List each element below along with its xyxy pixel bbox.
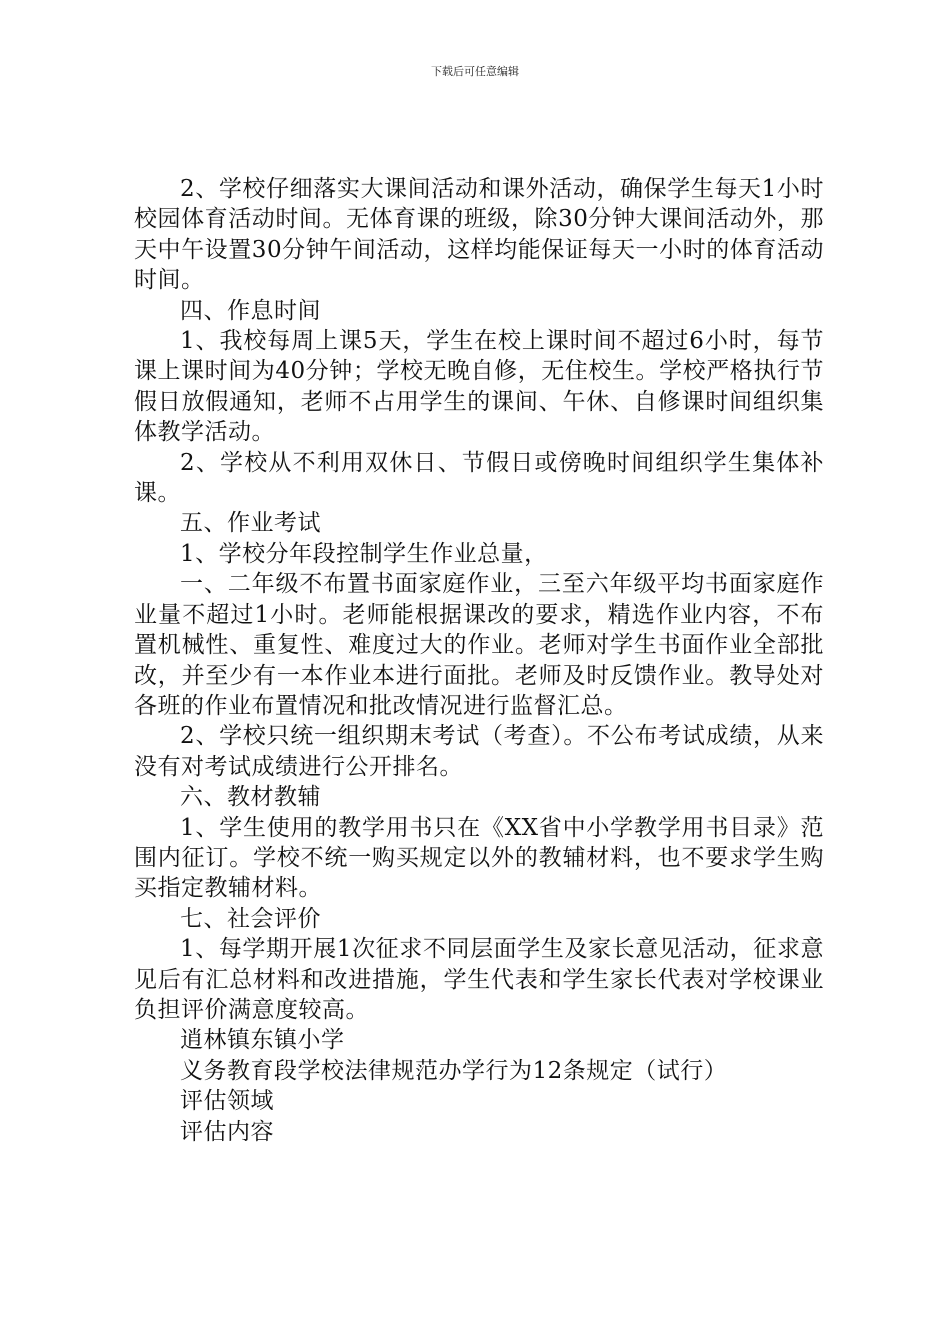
page-header-note: 下载后可任意编辑 bbox=[431, 65, 519, 78]
paragraph-homework-control: 1、学校分年段控制学生作业总量， bbox=[180, 540, 548, 567]
paragraph-no-extra-classes: 2、学校从不利用双休日、节假日或傍晚时间组织学生集体补课。 bbox=[134, 449, 824, 507]
regulation-title: 义务教育段学校法律规范办学行为12条规定（试行） bbox=[180, 1057, 728, 1084]
section-heading-homework-exams: 五、作业考试 bbox=[180, 510, 321, 537]
paragraph-class-hours: 1、我校每周上课5天，学生在校上课时间不超过6小时，每节课上课时间为40分钟；学校无晚自修，无住校生。学校严格执行节假日放假通知，老师不占用学生的课间、午休、自修课时间组织集体教学活动。 bbox=[134, 328, 824, 446]
section-heading-textbooks: 六、教材教辅 bbox=[180, 784, 321, 811]
paragraph-homework-details: 一、二年级不布置书面家庭作业，三至六年级平均书面家庭作业量不超过1小时。老师能根据课改的要求，精选作业内容，不布置机械性、重复性、难度过大的作业。老师对学生书面作业全部批改，并至少有一本作业本进行面批。老师及时反馈作业。教导处对各班的作业布置情况和批改情况进行监督汇总。 bbox=[134, 571, 824, 719]
evaluation-area-label: 评估领域 bbox=[180, 1088, 274, 1115]
paragraph-textbooks: 1、学生使用的教学用书只在《XX省中小学教学用书目录》范围内征订。学校不统一购买规定以外的教辅材料，也不要求学生购买指定教辅材料。 bbox=[134, 814, 824, 902]
paragraph-social-evaluation: 1、每学期开展1次征求不同层面学生及家长意见活动，征求意见后有汇总材料和改进措施，学生代表和学生家长代表对学校课业负担评价满意度较高。 bbox=[134, 936, 824, 1023]
paragraph-activity-time: 2、学校仔细落实大课间活动和课外活动，确保学生每天1小时校园体育活动时间。无体育课的班级，除30分钟大课间活动外，那天中午设置30分钟午间活动，这样均能保证每天一小时的体育活动时间。 bbox=[134, 176, 824, 294]
section-heading-schedule: 四、作息时间 bbox=[180, 297, 321, 324]
document-body bbox=[134, 174, 824, 1147]
evaluation-content-label: 评估内容 bbox=[180, 1118, 274, 1145]
section-heading-social-evaluation: 七、社会评价 bbox=[180, 905, 321, 932]
paragraph-exams: 2、学校只统一组织期末考试（考查）。不公布考试成绩，从来没有对考试成绩进行公开排名。 bbox=[134, 723, 824, 780]
school-name: 逍林镇东镇小学 bbox=[180, 1027, 345, 1054]
